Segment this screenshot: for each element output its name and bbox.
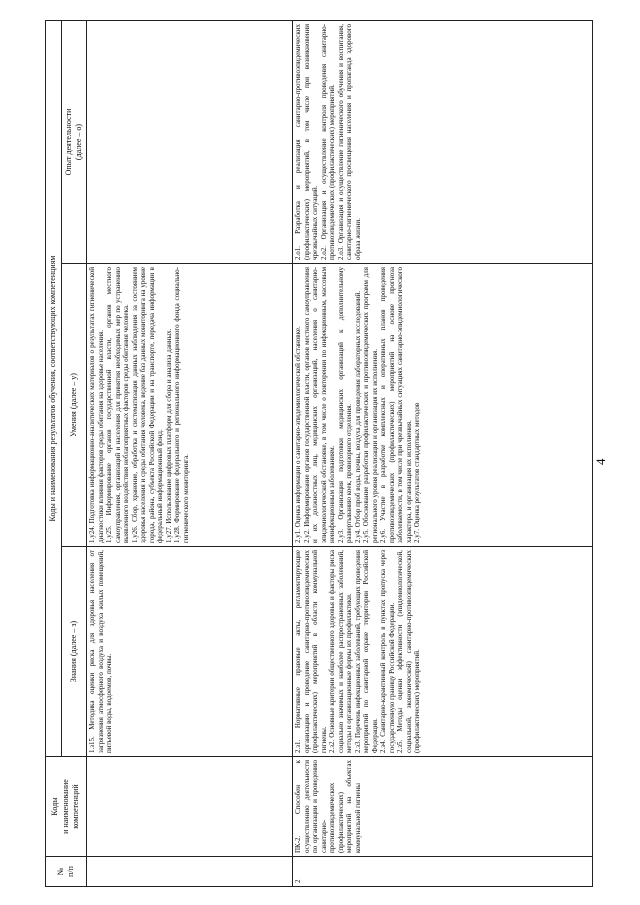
table-row [87,21,293,887]
row-experience [87,21,293,264]
table-row [293,21,593,887]
row-code [87,757,293,857]
header-num: № п/п [46,857,87,887]
row-skills: 2.у1. Оценка информации о санитарно-эпидемиологической обстановке. 2.у2. Информирование органов государственной власти, органов местного самоуправления и их должностных лиц, медицинских организаций, населения о санитарно-эпидемиологической обстановке, в том числе о повторении по инфекционным, массовым неинфекционным заболеваниям. 2.у3. Организация подготовки медицинских организаций к дополнительному развертыванию коек, провизорного отделения. 2.у4. Отбор проб воды, почвы, воздуха для проведения лабораторных исследований. 2.у5. Обоснование разработки профилактических и противоэпидемических программ для регионального уровня реализации и организация их исполнения. 2.у6. Участие в разработке комплексных и оперативных планов проведения противоэпидемических (профилактических) мероприятий на основе прогноза заболеваемости, в том числе при чрезвычайных ситуациях санитарно-эпидемиологического характера, и организация их исполнения. 2.у7. Оценка результатов стандартных методов [293,264,593,547]
row-skills: 1.у24. Подготовка информационно-аналитических материалов о результатах гигиенической диагностики влияния факторов среды обитания на здоровье населения. 1.у25. Информирование органов государственной власти, органов местного самоуправления, организаций и населения для принятия необходимых мер по устранению выявленного воздействия неблагоприятных факторов среды обитания человека. 1.у26. Сбор, хранение, обработка и систематизация данных наблюдения за состоянием здоровья населения и среды обитания человека, ведение баз данных мониторинга на уровне города, района, субъекта Российской Федерации и на транспорте, передача информации в федеральный информационный фонд. 1.у27. Использование цифровых платформ для сбора и анализа данных. 1.у28. Формирование федерального и регионального информационного фонда социально-гигиенического мониторинга. [87,264,293,547]
header-experience: Опыт деятельности (далее – о) [62,21,87,264]
row-code: ПК-2. Способен к осуществлению деятельности по организации и проведению санитарно-противоэпидемических (профилактических) мероприятий на объектах коммунальной гигиены [293,757,593,857]
header-code: Коды и наименование компетенций [46,757,87,857]
header-skills: Умения (далее – у) [62,264,87,547]
competency-table [45,20,593,887]
page-number: 4 [593,458,608,465]
row-experience: 2.о1. Разработка и реализация санитарно-противоэпидемических (профилактических) мероприятий, в том числе при возникновении чрезвычайных ситуаций. 2.о2. Организация и осуществление контроля проведения санитарно-противоэпидемических (профилактических) мероприятий. 2.о3. Организация и осуществление гигиенического обучения и воспитания, санитарно-гигиенического просвещения населения и пропаганда здорового образа жизни. [293,21,593,264]
row-knowledge: 1.з15. Методика оценки риска для здоровья населения от загрязнения атмосферного воздуха и воздуха жилых помещений, питьевой воды, водоемов, почвы. [87,547,293,757]
header-knowledge: Знания (далее – з) [62,547,87,757]
row-num [87,857,293,887]
header-results-group: Коды и наименования результатов обучения, соответствующих компетенциям [46,21,62,757]
row-knowledge: 2.з1. Нормативные правовые акты, регламентирующие организацию и проведение санитарно-противоэпидемических (профилактических) мероприятий в области коммунальной гигиены. 2.з2. Основные критерии общественного здоровья и факторы риска социально значимых и наиболее распространенных заболеваний, методы и организационные формы их профилактики. 2.з3. Перечень инфекционных заболеваний, требующих проведения мероприятий по санитарной охране территории Российской Федерации. 2.з4. Санитарно-карантинный контроль в пунктах пропуска через государственную границу Российской Федерации. 2.з5. Методы оценки эффективности (эпидемиологической, социальной, экономической) санитарно-противоэпидемических (профилактических) мероприятий. [293,547,593,757]
row-num: 2 [293,857,593,887]
